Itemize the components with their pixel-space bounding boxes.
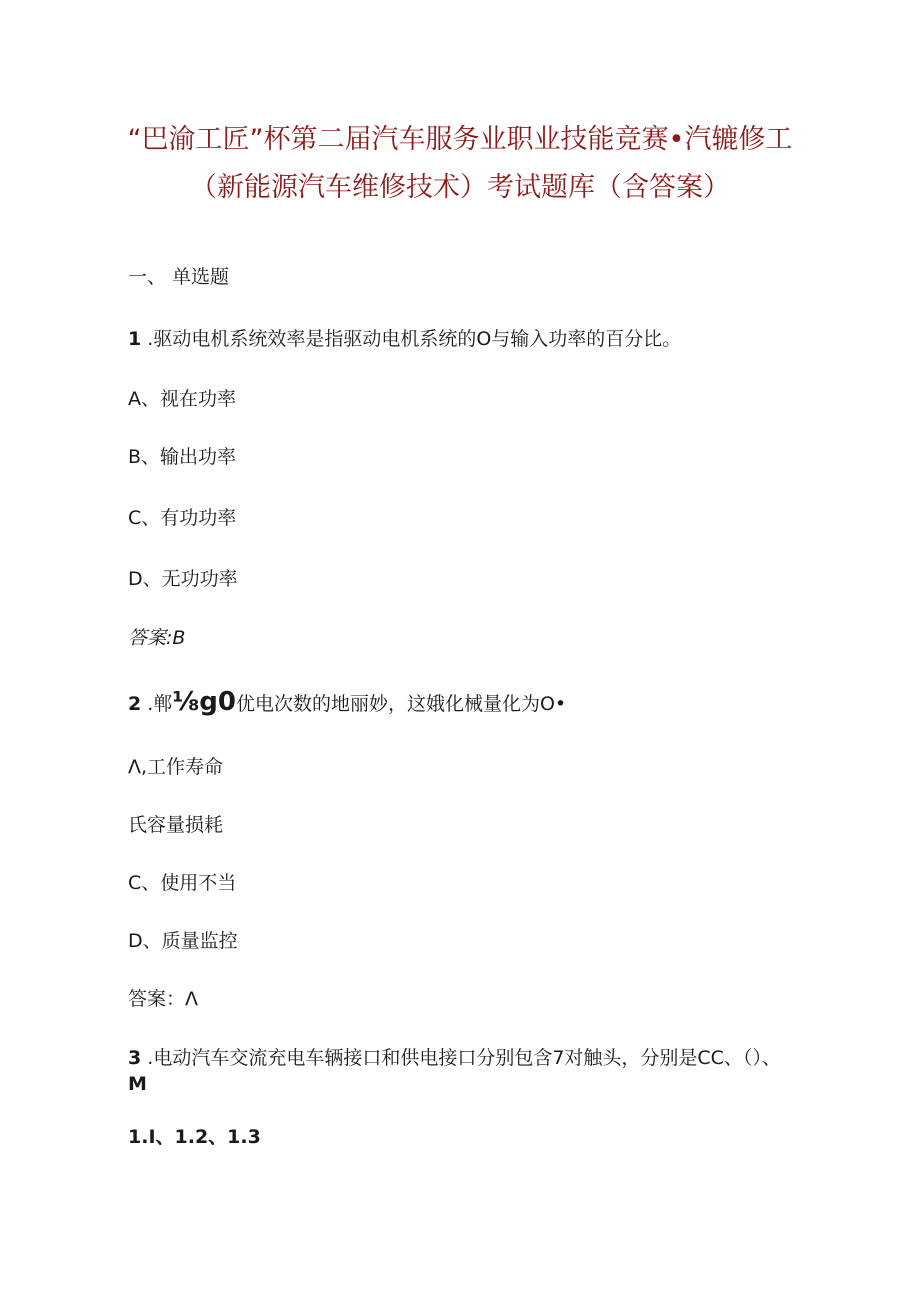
question-number: 3: [128, 1047, 142, 1069]
question-text-garbled: ⅛g0: [172, 687, 236, 717]
question-2-option-a: Λ,工作寿命: [128, 756, 224, 778]
document-title-line-1: “巴渝工匠”杯第二届汽车服务业职业技能竞赛•汽辘修工: [127, 124, 793, 155]
section-heading: 一、 单选题: [128, 266, 230, 288]
question-text-prefix: .郸: [141, 693, 173, 715]
question-2-option-c: C、使用不当: [128, 872, 237, 894]
question-3-continuation: M: [128, 1073, 147, 1095]
question-2-answer: 答案：Λ: [128, 988, 198, 1010]
question-number: 1: [128, 328, 142, 350]
question-text: .驱动电机系统效率是指驱动电机系统的O与输入功率的百分比。: [141, 328, 682, 350]
question-1-option-c: C、有功功率: [128, 507, 237, 529]
question-3: [128, 1045, 781, 1071]
question-1-option-b: B、输出功率: [128, 446, 237, 468]
question-2-option-b: 氏容量损耗: [128, 814, 224, 836]
question-2-option-d: D、质量监控: [128, 930, 238, 952]
question-1-answer: 答案:B: [128, 627, 186, 649]
question-3-option-a: 1.I、1.2、1.3: [128, 1126, 261, 1148]
question-1-option-d: D、无功功率: [128, 568, 238, 590]
question-1-option-a: A、视在功率: [128, 388, 236, 410]
question-text: .电动汽车交流充电车辆接口和供电接口分别包含7对触头，分别是CC、（）、: [141, 1047, 781, 1069]
question-number: 2: [128, 693, 142, 715]
question-1: [128, 326, 681, 352]
question-2: [128, 689, 566, 717]
question-text-suffix: 优电次数的地丽妙，这娥化械量化为O•: [235, 693, 567, 715]
document-title-line-2: （新能源汽车维修技术）考试题库（含答案）: [190, 172, 730, 203]
